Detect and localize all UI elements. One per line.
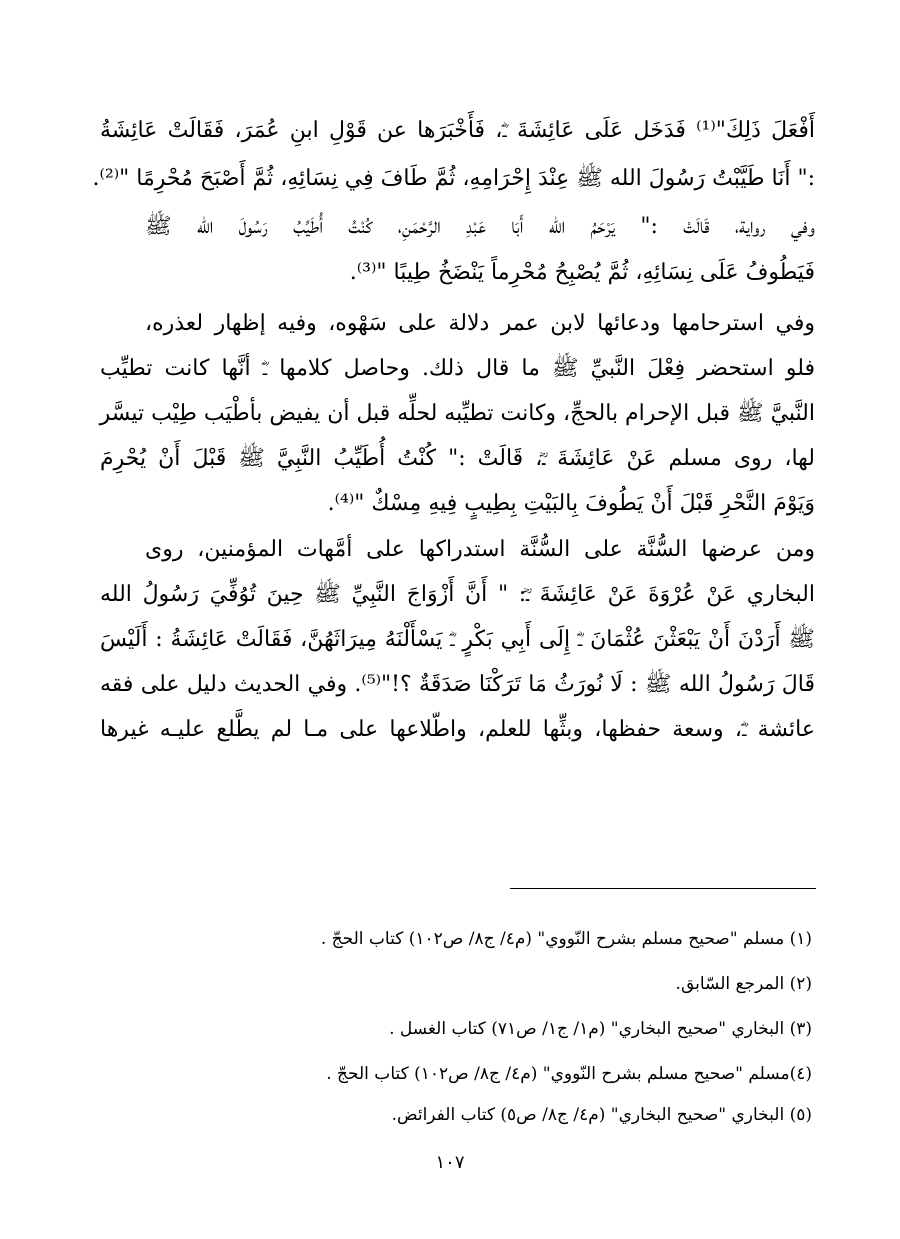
footnote: (٥) البخاري "صحيح البخاري" (م٤/ ج٨/ ص٥) كتاب الفرائض. [391, 1105, 812, 1125]
body-line: عائشة ـؓ، وسعة حفظها، وبثِّها للعلم، واطّلاعها على مـا لم يطَّلع عليـه غيرها [100, 717, 815, 742]
body-line: وَيَوْمَ النَّحْرِ قَبْلَ أَنْ يَطُوفَ بِالبَيْتِ بِطِيبٍ فِيهِ مِسْكٌ "⁽⁴⁾. [327, 491, 815, 516]
body-line: فَيَطُوفُ عَلَى نِسَائِهِ، ثُمَّ يُصْبِحُ مُحْرِماً يَنْضَخُ طِيبًا "⁽³⁾. [349, 260, 815, 285]
body-line: فلو استحضر فِعْلَ النَّبيِّ ﷺ ما قال ذلك. وحاصل كلامها ـؓ أنَّها كانت تطيِّب [100, 356, 815, 381]
body-line: البخاري عَنْ عُرْوَةَ عَنْ عَائِشَةَ ـؓ: " أَنَّ أَزْوَاجَ النَّبِيِّ ﷺ حِينَ تُوُفِّيَ رَسُولُ الله [100, 582, 815, 607]
body-line: :" أَنَا طَيَّبْتُ رَسُولَ الله ﷺ عِنْدَ إِحْرَامِهِ، ثُمَّ طَافَ فِي نِسَائِهِ، ثُمَّ أَصْبَحَ مُحْرِمًا "⁽²⁾. [92, 166, 815, 191]
body-line: ومن عرضها السُّنَّة على السُّنَّة استدراكها على أمَّهات المؤمنين، روى [145, 537, 815, 562]
body-line: أَفْعَلَ ذَلِكَ"⁽¹⁾ فَدَخَل عَلَى عَائِشَةَ ـؓ، فَأَخْبَرَها عن قَوْلِ ابنِ عُمَرَ، فَقَالَتْ عَائِشَةُ [100, 118, 815, 143]
body-line: قَالَ رَسُولُ الله ﷺ : لَا نُورَثُ مَا تَرَكْنَا صَدَقَةٌ ؟!"⁽⁵⁾. وفي الحديث دليل على فقه [100, 672, 815, 697]
footnote: (٢) المرجع السّابق. [675, 974, 812, 994]
footnote-divider [510, 888, 816, 889]
body-line: النَّبيَّ ﷺ قبل الإحرام بالحجِّ، وكانت تطيِّبه لحلِّه قبل أن يفيض بأطْيَب طِيْب تيسَّر [99, 401, 815, 426]
body-line: وفي رواية، قَالَتْ :" يَرْحَمُ الله أَبَا عَبْدِ الرَّحْمَنِ، كُنْتُ أُطَيِّبُ رَسُولَ الله ﷺ [145, 214, 815, 239]
page-number: ١٠٧ [435, 1152, 465, 1173]
body-line: لها، روى مسلم عَنْ عَائِشَةَ ـؓ، قَالَتْ :" كُنْتُ أُطَيِّبُ النَّبِيَّ ﷺ قَبْلَ أَنْ يُحْرِمَ [100, 446, 815, 471]
footnote: (٣) البخاري "صحيح البخاري" (م١/ ج١/ ص٧١) كتاب الغسل . [389, 1019, 812, 1039]
body-line: ﷺ أَرَدْنَ أَنْ يَبْعَثْنَ عُثْمَانَ ـؓ إِلَى أَبِي بَكْرٍ ـؓ يَسْأَلْنَهُ مِيرَاثَهُنَّ، فَقَالَتْ عَائِشَةُ : أَلَيْسَ [100, 627, 815, 652]
footnote: (٤)مسلم "صحيح مسلم بشرح النّووي" (م٤/ ج٨/ ص١٠٢) كتاب الحجّ . [326, 1064, 812, 1084]
body-line: وفي استرحامها ودعائها لابن عمر دلالة على سَهْوه، وفيه إظهار لعذره، [145, 311, 815, 336]
footnote: (١) مسلم "صحيح مسلم بشرح النّووي" (م٤/ ج٨/ ص١٠٢) كتاب الحجّ . [320, 929, 812, 949]
